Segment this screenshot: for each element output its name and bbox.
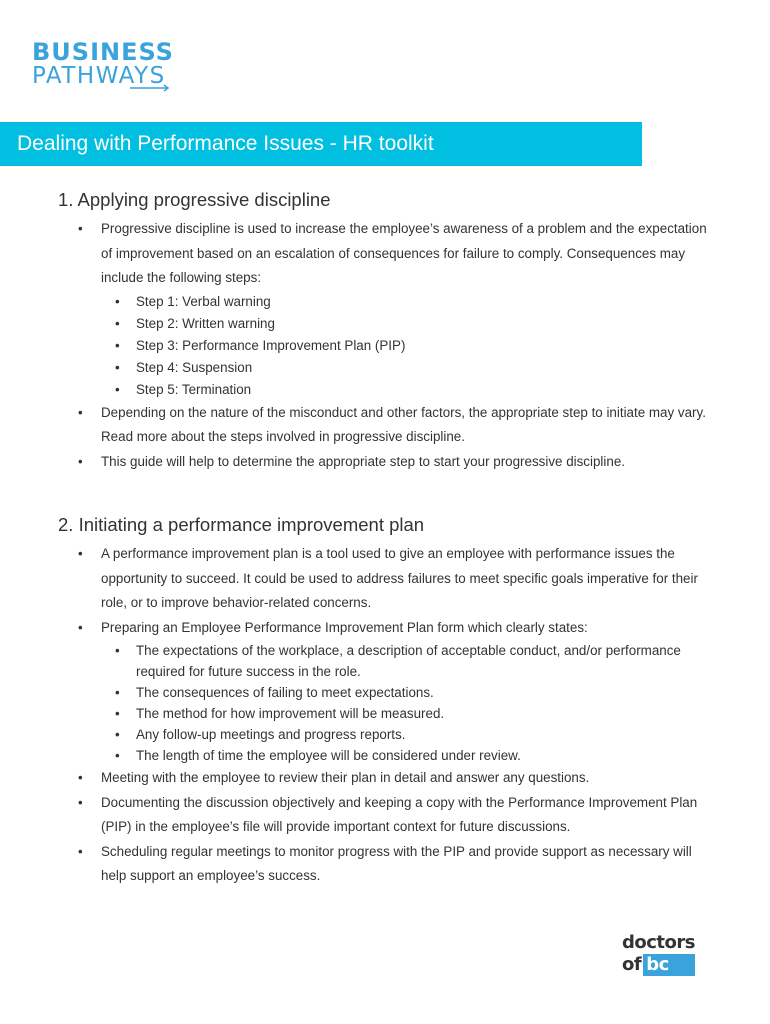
logo-line-business: BUSINESS [32,38,174,66]
list-item-text: Progressive discipline is used to increase the employee’s awareness of a problem and the expectation of improvement based on an escalation of consequences for failure to comply. Consequences may include the following steps: [101,221,707,285]
section-performance-improvement-plan [58,512,718,889]
logo-line-doctors: doctors [622,932,695,953]
list-item: • The consequences of failing to meet expectations. [136,682,718,703]
business-pathways-logo [32,40,174,88]
list-item: • Any follow-up meetings and progress reports. [136,724,718,745]
sub-bullet-list [101,640,718,766]
list-item [101,217,718,401]
logo-line-pathways-text: PATHWAYS [32,63,166,89]
list-item: • Depending on the nature of the misconduct and other factors, the appropriate step to initiate may vary. Read more about the steps involved in progressive discipline. [101,401,718,450]
section-title: 2. Initiating a performance improvement plan [58,514,425,535]
logo-text-bc: bc [643,954,695,976]
list-item: • A performance improvement plan is a tool used to give an employee with performance issues the opportunity to succeed. It could be used to address failures to meet specific goals imperative for their role, or to improve behavior-related concerns. [101,542,718,616]
list-item: • The expectations of the workplace, a description of acceptable conduct, and/or performance required for future success in the role. [136,640,718,682]
sub-bullet-list [101,291,718,401]
bullet-list [58,217,718,474]
list-item [101,616,718,767]
doctors-of-bc-logo [622,932,695,976]
list-item: • Step 5: Termination [136,379,718,401]
list-item: • The method for how improvement will be measured. [136,703,718,724]
logo-line-pathways [32,64,174,88]
list-item: • This guide will help to determine the appropriate step to start your progressive discipline. [101,450,718,475]
list-item: • Step 1: Verbal warning [136,291,718,313]
bullet-list [58,542,718,889]
logo-text-of: of [622,954,642,975]
list-item: • Meeting with the employee to review their plan in detail and answer any questions. [101,766,718,791]
list-item: • Step 4: Suspension [136,357,718,379]
list-item: • Scheduling regular meetings to monitor progress with the PIP and provide support as necessary will help support an employee’s success. [101,840,718,889]
section-progressive-discipline [58,187,718,474]
list-item: • The length of time the employee will be considered under review. [136,745,718,766]
logo-line-of-bc [622,954,695,976]
page-title-banner: Dealing with Performance Issues - HR toolkit [0,122,642,166]
list-item: • Documenting the discussion objectively and keeping a copy with the Performance Improvement Plan (PIP) in the employee’s file will provide important context for future discussions. [101,791,718,840]
section-title: 1. Applying progressive discipline [58,189,331,210]
list-item-text: Preparing an Employee Performance Improvement Plan form which clearly states: [101,619,588,635]
list-item: • Step 2: Written warning [136,313,718,335]
logo-arrow-icon [130,84,172,92]
list-item: • Step 3: Performance Improvement Plan (PIP) [136,335,718,357]
